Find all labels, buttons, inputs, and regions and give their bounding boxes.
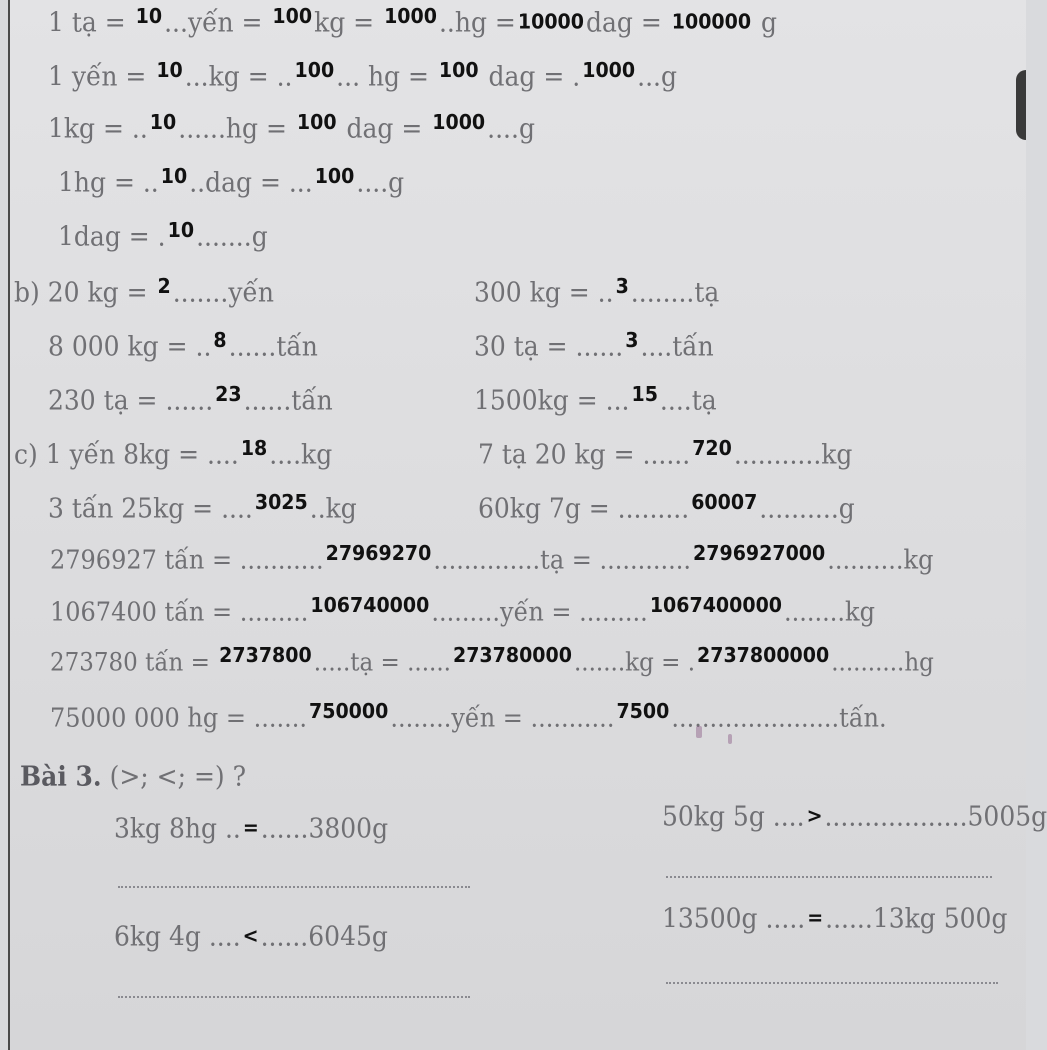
handwritten-answer: 100 bbox=[272, 4, 313, 29]
handwritten-answer: 8 bbox=[213, 328, 227, 353]
row-text: ...yến = bbox=[164, 6, 271, 39]
part-a-row-2 bbox=[48, 58, 677, 93]
handwritten-answer: 106740000 bbox=[310, 593, 430, 618]
row-text: 60kg 7g = ......... bbox=[478, 492, 690, 525]
dotted-answer-line bbox=[666, 982, 998, 984]
row-text: ......tấn bbox=[243, 384, 333, 417]
row-text: ....tạ bbox=[659, 384, 717, 417]
part-c-long-row-2 bbox=[50, 593, 875, 628]
row-text: ....g bbox=[356, 166, 405, 199]
handwritten-answer: > bbox=[806, 804, 823, 828]
row-text: dag = . bbox=[480, 60, 581, 93]
part-c-row-2-left bbox=[48, 490, 357, 525]
handwritten-answer: 18 bbox=[240, 436, 268, 461]
part-b-row-1-left bbox=[14, 274, 274, 309]
row-text: .......g bbox=[196, 220, 268, 253]
handwritten-answer: 1067400000 bbox=[649, 593, 783, 618]
row-text: 1kg = .. bbox=[48, 112, 148, 145]
row-text: ..........g bbox=[759, 492, 855, 525]
row-text: dag = bbox=[338, 112, 431, 145]
row-text: 1 yến 8kg = .... bbox=[37, 438, 239, 471]
part-c-row-1-right bbox=[478, 436, 853, 471]
handwritten-answer: 3 bbox=[615, 274, 629, 299]
part-b-row-2-left bbox=[48, 328, 318, 363]
row-text: ..dag = ... bbox=[189, 166, 313, 199]
compare-left: 3kg 8hg .. bbox=[114, 812, 241, 845]
row-text: 20 kg = bbox=[39, 276, 156, 309]
row-text: g bbox=[753, 6, 778, 39]
row-text: 1dag = . bbox=[58, 220, 166, 253]
part-a-row-4 bbox=[58, 164, 405, 199]
handwritten-answer: 2737800000 bbox=[697, 643, 830, 668]
row-text: ......................tấn. bbox=[671, 702, 887, 734]
handwritten-answer: 3 bbox=[625, 328, 639, 353]
part-a-row-5 bbox=[58, 218, 268, 253]
handwritten-answer: < bbox=[242, 924, 259, 948]
row-text: 30 tạ = ...... bbox=[474, 330, 624, 363]
handwritten-answer: = bbox=[242, 816, 259, 840]
row-text: ........yến = ........... bbox=[390, 702, 615, 734]
part-b-row-2-right bbox=[474, 328, 714, 363]
handwritten-answer: 750000 bbox=[309, 699, 389, 724]
row-text: .......yến bbox=[172, 276, 274, 309]
row-text: 1hg = .. bbox=[58, 166, 159, 199]
row-text: 8 000 kg = .. bbox=[48, 330, 212, 363]
part-c-long-row-1 bbox=[50, 541, 934, 576]
row-text: 2796927 tấn = ........... bbox=[50, 544, 324, 576]
row-text: ....g bbox=[487, 112, 535, 145]
row-text: 1067400 tấn = ......... bbox=[50, 596, 309, 628]
handwritten-answer: 100000 bbox=[671, 10, 752, 34]
dotted-answer-line bbox=[118, 886, 470, 888]
row-text: ....tấn bbox=[640, 330, 714, 363]
part-c-row-2-right bbox=[478, 490, 855, 525]
compare-item-1 bbox=[114, 813, 388, 844]
part-b-row-1-right bbox=[474, 274, 720, 309]
row-text: .......kg = . bbox=[573, 648, 696, 678]
row-text: ..............tạ = ............ bbox=[433, 544, 692, 576]
handwritten-answer: 2737800 bbox=[219, 643, 312, 668]
part-a-row-3 bbox=[48, 110, 535, 145]
handwritten-answer: 100 bbox=[296, 110, 337, 135]
bai3-heading bbox=[20, 761, 246, 792]
row-text: 230 tạ = ...... bbox=[48, 384, 214, 417]
row-text: 3 tấn 25kg = .... bbox=[48, 492, 253, 525]
row-text: ..........hg bbox=[831, 648, 934, 678]
handwritten-answer: 10 bbox=[160, 164, 188, 189]
handwritten-answer: 10 bbox=[167, 218, 195, 243]
row-text: ...g bbox=[637, 60, 677, 93]
handwritten-answer: 720 bbox=[692, 436, 732, 461]
row-text: .....tạ = ...... bbox=[313, 648, 451, 678]
handwritten-answer: 100 bbox=[294, 58, 335, 83]
row-text: ...kg = .. bbox=[184, 60, 293, 93]
compare-right: ......3800g bbox=[260, 812, 389, 845]
handwritten-answer: 10 bbox=[149, 110, 177, 135]
row-text: 7 tạ 20 kg = ...... bbox=[478, 438, 691, 471]
part-b-row-3-left bbox=[48, 382, 333, 417]
row-text: kg = bbox=[314, 6, 383, 39]
row-text: ...........kg bbox=[733, 438, 853, 471]
row-text: ..kg bbox=[309, 492, 357, 525]
part-c-long-row-4 bbox=[50, 699, 887, 734]
row-text: ....kg bbox=[269, 438, 333, 471]
handwritten-answer: 1000 bbox=[432, 110, 486, 135]
handwritten-answer: 3025 bbox=[254, 490, 308, 515]
exercise-subtitle: (>; <; =) ? bbox=[101, 760, 247, 793]
handwritten-answer: 2 bbox=[157, 274, 171, 299]
ink-smudge bbox=[728, 734, 732, 744]
handwritten-answer: 273780000 bbox=[452, 643, 572, 668]
exercise-title: Bài 3. bbox=[20, 760, 102, 793]
handwritten-answer: 100 bbox=[314, 164, 355, 189]
handwritten-answer: 23 bbox=[215, 382, 242, 407]
row-text: 1 yến = bbox=[48, 60, 155, 93]
handwritten-answer: 2796927000 bbox=[693, 541, 826, 566]
row-text: ........kg bbox=[784, 596, 875, 628]
row-text: ......hg = bbox=[178, 112, 295, 145]
handwritten-answer: 27969270 bbox=[325, 541, 432, 566]
compare-item-2 bbox=[662, 801, 1047, 832]
handwritten-answer: 10 bbox=[135, 4, 163, 29]
compare-item-4 bbox=[662, 903, 1007, 934]
row-text: ..hg = bbox=[438, 6, 516, 39]
handwritten-answer: 10000 bbox=[517, 10, 584, 34]
row-text: 75000 000 hg = ....... bbox=[50, 702, 308, 734]
compare-item-3 bbox=[114, 921, 388, 952]
compare-left: 13500g ..... bbox=[662, 902, 806, 935]
worksheet-page bbox=[8, 0, 1047, 1050]
row-text: 300 kg = .. bbox=[474, 276, 614, 309]
handwritten-answer: 15 bbox=[631, 382, 658, 407]
part-a-row-1 bbox=[48, 4, 778, 39]
handwritten-answer: = bbox=[807, 906, 824, 930]
handwritten-answer: 1000 bbox=[582, 58, 636, 83]
handwritten-answer: 10 bbox=[156, 58, 183, 83]
section-label: c) bbox=[14, 438, 38, 471]
row-text: 1500kg = ... bbox=[474, 384, 630, 417]
row-text: ........tạ bbox=[630, 276, 720, 309]
row-text: ... hg = bbox=[336, 60, 437, 93]
dotted-answer-line bbox=[118, 996, 470, 998]
row-text: ......tấn bbox=[228, 330, 318, 363]
part-b-row-3-right bbox=[474, 382, 717, 417]
compare-right: ......13kg 500g bbox=[825, 902, 1008, 935]
row-text: .........yến = ......... bbox=[431, 596, 648, 628]
compare-left: 6kg 4g .... bbox=[114, 920, 241, 953]
handwritten-answer: 1000 bbox=[384, 4, 437, 29]
compare-right: ......6045g bbox=[260, 920, 388, 953]
handwritten-answer: 60007 bbox=[691, 490, 758, 515]
compare-left: 50kg 5g .... bbox=[662, 800, 805, 833]
section-label: b) bbox=[14, 276, 40, 309]
row-text: dag = bbox=[585, 6, 670, 39]
dotted-answer-line bbox=[666, 876, 992, 878]
row-text: 273780 tấn = bbox=[50, 648, 218, 678]
row-text: 1 tạ = bbox=[48, 6, 134, 39]
row-text: ..........kg bbox=[827, 544, 934, 576]
handwritten-answer: 7500 bbox=[616, 699, 670, 724]
compare-right: ..................5005g bbox=[824, 800, 1047, 833]
part-c-row-1-left bbox=[14, 436, 333, 471]
handwritten-answer: 100 bbox=[438, 58, 479, 83]
ink-smudge bbox=[696, 726, 702, 738]
page-edge-shadow bbox=[1016, 70, 1026, 140]
part-c-long-row-3 bbox=[50, 643, 934, 678]
